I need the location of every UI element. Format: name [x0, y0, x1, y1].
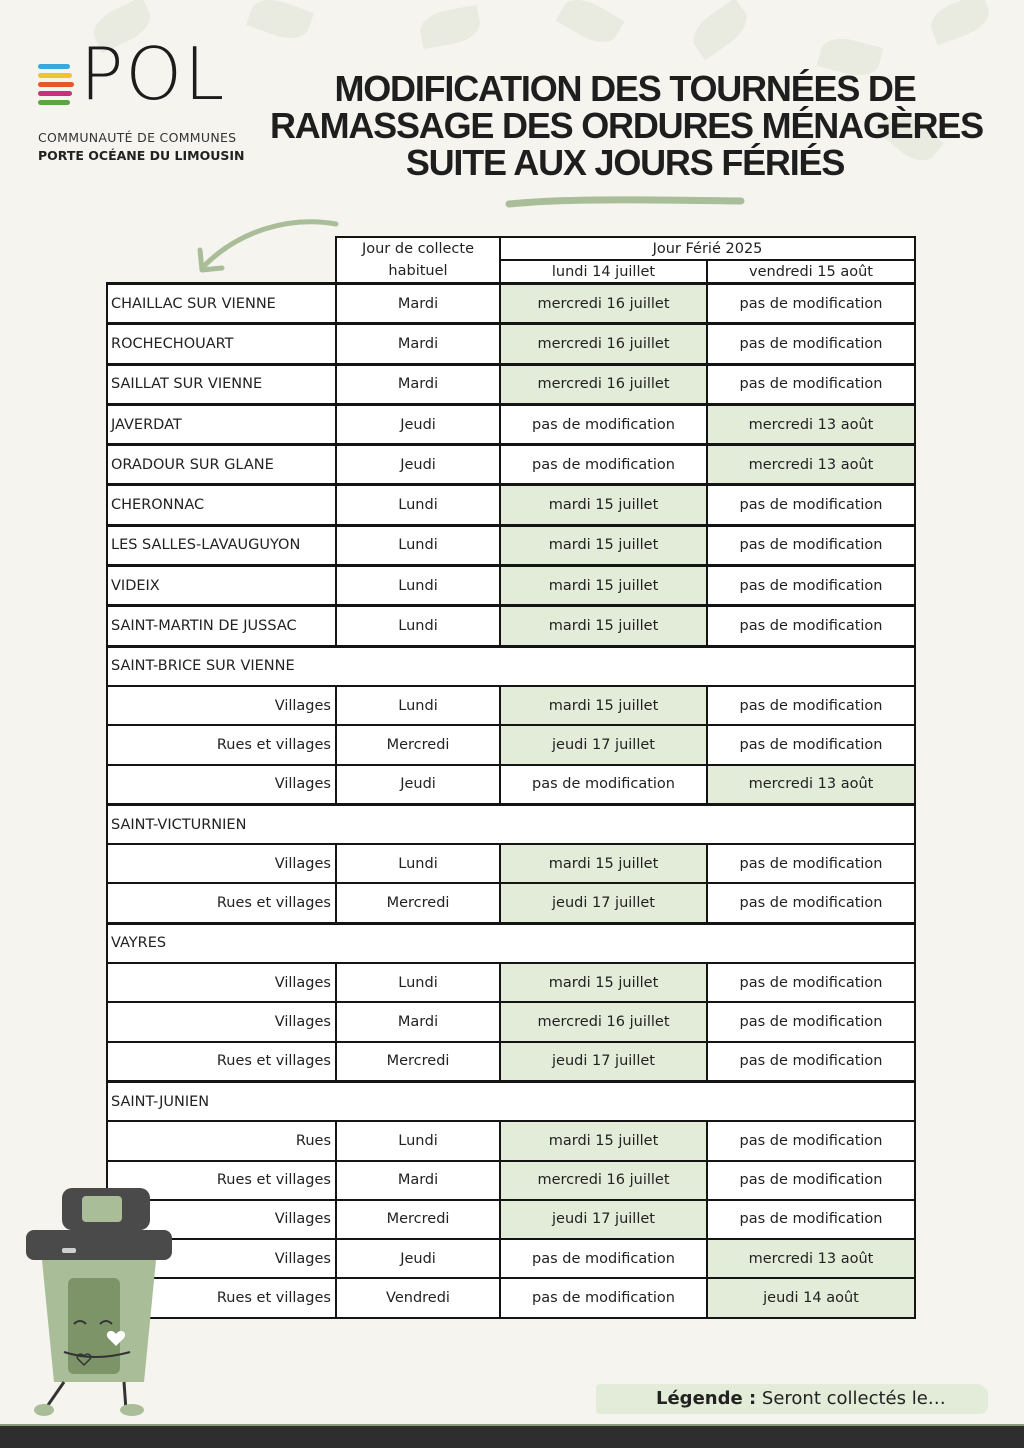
commune-name: CHAILLAC SUR VIENNE [107, 284, 336, 324]
commune-row [107, 566, 915, 606]
background-leaf [246, 0, 314, 45]
holiday-1-cell: mardi 15 juillet [500, 606, 707, 646]
sub-area-row [107, 725, 915, 764]
holiday-2-cell: pas de modification [707, 1042, 915, 1082]
sub-area-label: Villages [107, 1239, 336, 1278]
usual-day-cell: Lundi [336, 485, 500, 525]
holiday-1-cell: pas de modification [500, 1278, 707, 1317]
logo-subtitle: COMMUNAUTÉ DE COMMUNES [38, 130, 237, 145]
holiday-2-cell: mercredi 13 août [707, 404, 915, 444]
holiday-2-cell: pas de modification [707, 525, 915, 565]
usual-day-cell: Jeudi [336, 1239, 500, 1278]
commune-name: VAYRES [107, 923, 915, 963]
holiday-2-cell: mercredi 13 août [707, 765, 915, 805]
background-leaf [926, 0, 994, 45]
holiday-1-cell: mercredi 16 juillet [500, 364, 707, 404]
commune-name: LES SALLES-LAVAUGUYON [107, 525, 336, 565]
trash-bin-mascot [24, 1186, 174, 1416]
commune-name: ROCHECHOUART [107, 324, 336, 364]
logo-stripe [38, 100, 70, 105]
sub-area-row [107, 1161, 915, 1200]
usual-day-cell: Jeudi [336, 765, 500, 805]
title-line: MODIFICATION DES TOURNÉES DE [334, 68, 916, 109]
holiday-2-cell: pas de modification [707, 606, 915, 646]
holiday-2-cell: mercredi 13 août [707, 445, 915, 485]
commune-name: CHERONNAC [107, 485, 336, 525]
brush-underline [505, 194, 745, 210]
commune-row [107, 284, 915, 324]
holiday-1-cell: pas de modification [500, 445, 707, 485]
commune-row [107, 445, 915, 485]
commune-name: VIDEIX [107, 566, 336, 606]
sub-area-label: Rues et villages [107, 883, 336, 923]
sub-area-label: Rues et villages [107, 1278, 336, 1317]
collection-schedule-table [106, 236, 916, 1319]
header-holiday-1: lundi 14 juillet [500, 260, 707, 284]
holiday-2-cell: pas de modification [707, 963, 915, 1002]
table-header-row [107, 237, 915, 260]
holiday-2-cell: jeudi 14 août [707, 1278, 915, 1317]
usual-day-cell: Lundi [336, 606, 500, 646]
holiday-2-cell: pas de modification [707, 844, 915, 883]
holiday-2-cell: pas de modification [707, 485, 915, 525]
holiday-2-cell: mercredi 13 août [707, 1239, 915, 1278]
sub-area-row [107, 1002, 915, 1041]
holiday-1-cell: mercredi 16 juillet [500, 284, 707, 324]
sub-area-row [107, 1121, 915, 1160]
usual-day-cell: Vendredi [336, 1278, 500, 1317]
logo-stripes [38, 64, 78, 109]
background-leaf [418, 5, 483, 49]
logo-organization: PORTE OCÉANE DU LIMOUSIN [38, 148, 245, 163]
holiday-1-cell: jeudi 17 juillet [500, 725, 707, 764]
holiday-1-cell: mercredi 16 juillet [500, 324, 707, 364]
commune-name: JAVERDAT [107, 404, 336, 444]
usual-day-cell: Mercredi [336, 1200, 500, 1239]
holiday-1-cell: mardi 15 juillet [500, 566, 707, 606]
usual-day-cell: Lundi [336, 1121, 500, 1160]
sub-area-label: Villages [107, 844, 336, 883]
sub-area-row [107, 1200, 915, 1239]
holiday-1-cell: mardi 15 juillet [500, 686, 707, 725]
title-line: SUITE AUX JOURS FÉRIÉS [405, 142, 845, 183]
holiday-1-cell: mardi 15 juillet [500, 963, 707, 1002]
commune-name: ORADOUR SUR GLANE [107, 445, 336, 485]
sub-area-row [107, 1042, 915, 1082]
commune-name: SAINT-JUNIEN [107, 1081, 915, 1121]
holiday-2-cell: pas de modification [707, 686, 915, 725]
sub-area-label: Rues et villages [107, 1042, 336, 1082]
sub-area-label: Villages [107, 765, 336, 805]
usual-day-cell: Mercredi [336, 725, 500, 764]
commune-row [107, 606, 915, 646]
sub-area-label: Villages [107, 1200, 336, 1239]
sub-area-row [107, 686, 915, 725]
commune-row [107, 324, 915, 364]
sub-area-row [107, 844, 915, 883]
usual-day-cell: Jeudi [336, 445, 500, 485]
usual-day-cell: Mardi [336, 1002, 500, 1041]
legend-text: Seront collectés le… [761, 1388, 946, 1409]
usual-day-cell: Mercredi [336, 1042, 500, 1082]
holiday-2-cell: pas de modification [707, 883, 915, 923]
holiday-2-cell: pas de modification [707, 566, 915, 606]
commune-name: SAILLAT SUR VIENNE [107, 364, 336, 404]
usual-day-cell: Mardi [336, 324, 500, 364]
sub-area-label: Villages [107, 686, 336, 725]
background-leaf [556, 0, 625, 51]
logo-stripe [38, 82, 74, 87]
holiday-1-cell: mardi 15 juillet [500, 844, 707, 883]
usual-day-cell: Mardi [336, 1161, 500, 1200]
usual-day-cell: Lundi [336, 686, 500, 725]
logo-stripe [38, 91, 72, 96]
pol-logo [36, 32, 256, 172]
holiday-1-cell: mercredi 16 juillet [500, 1161, 707, 1200]
header-holiday-2: vendredi 15 août [707, 260, 915, 284]
holiday-1-cell: mercredi 16 juillet [500, 1002, 707, 1041]
usual-day-cell: Lundi [336, 566, 500, 606]
logo-stripe [38, 73, 72, 78]
commune-group-row [107, 646, 915, 686]
holiday-2-cell: pas de modification [707, 1002, 915, 1041]
background-leaf [686, 0, 755, 60]
holiday-1-cell: pas de modification [500, 404, 707, 444]
sub-area-label: Rues et villages [107, 725, 336, 764]
sub-area-label: Rues et villages [107, 1161, 336, 1200]
header-holiday-group: Jour Férié 2025 [500, 237, 915, 260]
sub-area-row [107, 963, 915, 1002]
usual-day-cell: Mardi [336, 284, 500, 324]
commune-group-row [107, 923, 915, 963]
usual-day-cell: Mardi [336, 364, 500, 404]
legend [656, 1388, 946, 1409]
commune-name: SAINT-VICTURNIEN [107, 804, 915, 844]
footer-bar [0, 1426, 1024, 1448]
holiday-1-cell: jeudi 17 juillet [500, 1042, 707, 1082]
page-title [270, 68, 983, 183]
commune-row [107, 404, 915, 444]
holiday-2-cell: pas de modification [707, 1161, 915, 1200]
holiday-2-cell: pas de modification [707, 1200, 915, 1239]
commune-row [107, 485, 915, 525]
holiday-2-cell: pas de modification [707, 725, 915, 764]
holiday-1-cell: pas de modification [500, 1239, 707, 1278]
sub-area-row [107, 1239, 915, 1278]
holiday-1-cell: pas de modification [500, 765, 707, 805]
usual-day-cell: Lundi [336, 844, 500, 883]
holiday-2-cell: pas de modification [707, 284, 915, 324]
commune-row [107, 364, 915, 404]
holiday-2-cell: pas de modification [707, 1121, 915, 1160]
legend-label: Légende : [656, 1388, 757, 1409]
usual-day-cell: Lundi [336, 963, 500, 1002]
usual-day-cell: Jeudi [336, 404, 500, 444]
header-usual-day: Jour de collecte habituel [336, 237, 500, 284]
holiday-1-cell: mardi 15 juillet [500, 485, 707, 525]
sub-area-label: Villages [107, 1002, 336, 1041]
commune-group-row [107, 1081, 915, 1121]
sub-area-row [107, 883, 915, 923]
commune-group-row [107, 804, 915, 844]
holiday-1-cell: mardi 15 juillet [500, 525, 707, 565]
sub-area-label: Villages [107, 963, 336, 1002]
commune-name: SAINT-MARTIN DE JUSSAC [107, 606, 336, 646]
commune-row [107, 525, 915, 565]
header-blank-cell [107, 237, 336, 284]
holiday-1-cell: jeudi 17 juillet [500, 1200, 707, 1239]
logo-stripe [38, 64, 70, 69]
sub-area-row [107, 765, 915, 805]
usual-day-cell: Mercredi [336, 883, 500, 923]
holiday-2-cell: pas de modification [707, 364, 915, 404]
holiday-1-cell: jeudi 17 juillet [500, 883, 707, 923]
holiday-2-cell: pas de modification [707, 324, 915, 364]
sub-area-label: Rues [107, 1121, 336, 1160]
usual-day-cell: Lundi [336, 525, 500, 565]
logo-wordmark: POL [80, 32, 227, 116]
commune-name: SAINT-BRICE SUR VIENNE [107, 646, 915, 686]
holiday-1-cell: mardi 15 juillet [500, 1121, 707, 1160]
title-line: RAMASSAGE DES ORDURES MÉNAGÈRES [270, 105, 983, 146]
sub-area-row [107, 1278, 915, 1317]
